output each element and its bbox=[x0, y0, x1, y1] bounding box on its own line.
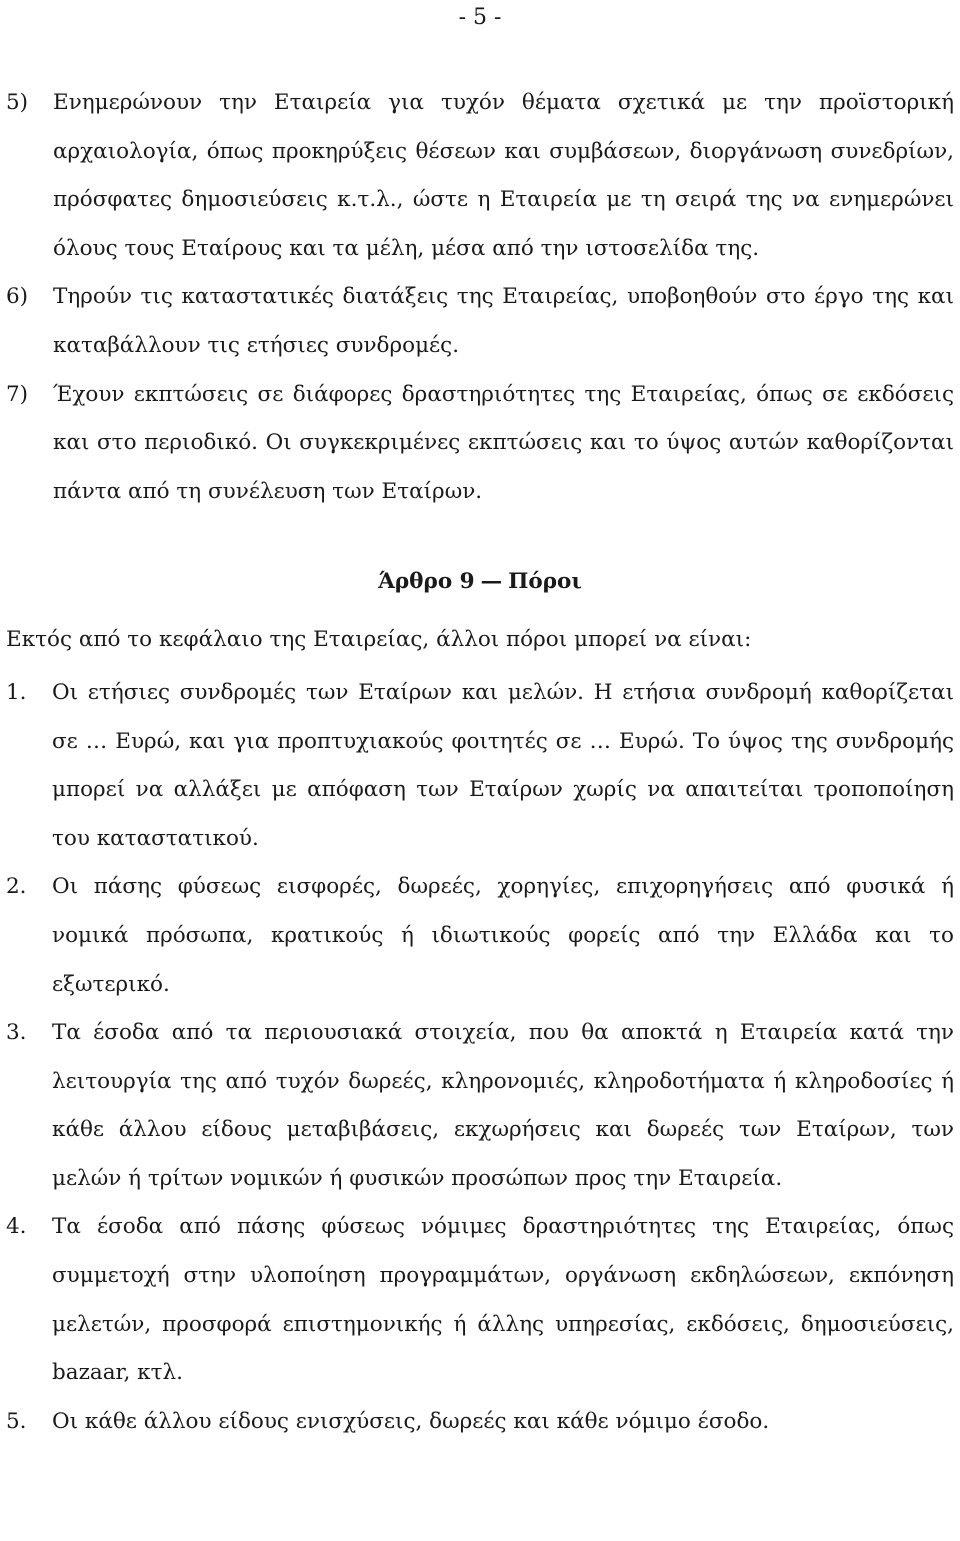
item-number: 6) bbox=[6, 284, 29, 310]
list-item bbox=[6, 371, 954, 517]
item-text: Τα έσοδα από τα περιουσιακά στοιχεία, που θα αποκτά η Εταιρεία κατά την λειτουργία της από τυχόν δωρεές, κληρονομιές, κληροδοτήματα ή κληροδοσίες ή κάθε άλλου είδους μεταβιβάσεις, εκχωρήσεις και δωρεές των Εταίρων, των μελών ή τρίτων νομικών ή φυσικών προσώπων προς την Εταιρεία. bbox=[52, 1020, 954, 1191]
list-item bbox=[6, 273, 954, 370]
item-number: 2. bbox=[6, 874, 27, 900]
list-item bbox=[6, 669, 954, 863]
item-text: Τα έσοδα από πάσης φύσεως νόμιμες δραστηριότητες της Εταιρείας, όπως συμμετοχή στην υλοποίηση προγραμμάτων, οργάνωση εκδηλώσεων, εκπόνηση μελετών, προσφορά επιστημονικής ή άλλης υπηρεσίας, εκδόσεις, δημοσιεύσεις, bazaar, κτλ. bbox=[52, 1214, 954, 1386]
item-number: 3. bbox=[6, 1020, 27, 1046]
list-item bbox=[6, 863, 954, 1009]
item-text: Τηρούν τις καταστατικές διατάξεις της Εταιρείας, υποβοηθούν στο έργο της και καταβάλλουν τις ετήσιες συνδρομές. bbox=[53, 284, 954, 358]
item-number: 1. bbox=[6, 679, 27, 705]
list-item bbox=[6, 1009, 954, 1203]
list-item bbox=[6, 79, 954, 273]
item-number: 7) bbox=[6, 381, 29, 407]
item-text: Οι κάθε άλλου είδους ενισχύσεις, δωρεές και κάθε νόμιμο έσοδο. bbox=[52, 1408, 770, 1434]
list-item bbox=[6, 1203, 954, 1397]
item-text: Έχουν εκπτώσεις σε διάφορες δραστηριότητες της Εταιρείας, όπως σε εκδόσεις και στο περιοδικό. Οι συγκεκριμένες εκπτώσεις και το ύψος αυτών καθορίζονται πάντα από τη συνέλευση των Εταίρων. bbox=[53, 381, 954, 504]
item-text: Ενημερώνουν την Εταιρεία για τυχόν θέματα σχετικά με την προϊστορική αρχαιολογία, όπως προκηρύξεις θέσεων και συμβάσεων, διοργάνωση συνεδρίων, πρόσφατες δημοσιεύσεις κ.τ.λ., ώστε η Εταιρεία με τη σειρά της να ενημερώνει όλους τους Εταίρους και τα μέλη, μέσα από την ιστοσελίδα της. bbox=[53, 90, 954, 261]
article-subject: Πόροι bbox=[508, 569, 582, 595]
page-number: - 5 - bbox=[458, 5, 502, 30]
article-heading bbox=[6, 558, 954, 606]
item-number: 4. bbox=[6, 1214, 27, 1240]
article-title: Άρθρο 9 bbox=[378, 569, 475, 595]
item-text: Οι πάσης φύσεως εισφορές, δωρεές, χορηγίες, επιχορηγήσεις από φυσικά ή νομικά πρόσωπα, κρατικούς ή ιδιωτικούς φορείς από την Ελλάδα και το εξωτερικό. bbox=[52, 874, 954, 997]
intro-text: Εκτός από το κεφάλαιο της Εταιρείας, άλλοι πόροι μπορεί να είναι: bbox=[6, 627, 752, 653]
list-item bbox=[6, 1398, 954, 1447]
item-text: Οι ετήσιες συνδρομές των Εταίρων και μελών. Η ετήσια συνδρομή καθορίζεται σε … Ευρώ, και για προπτυχιακούς φοιτητές σε … Ευρώ. Το ύψος της συνδρομής μπορεί να αλλάξει με απόφαση των Εταίρων χωρίς να απαιτείται τροποποίηση του καταστατικού. bbox=[52, 679, 954, 851]
title-dash: — bbox=[480, 569, 503, 595]
item-number: 5) bbox=[6, 90, 29, 115]
document-body bbox=[6, 79, 954, 1446]
item-number: 5. bbox=[6, 1408, 27, 1434]
